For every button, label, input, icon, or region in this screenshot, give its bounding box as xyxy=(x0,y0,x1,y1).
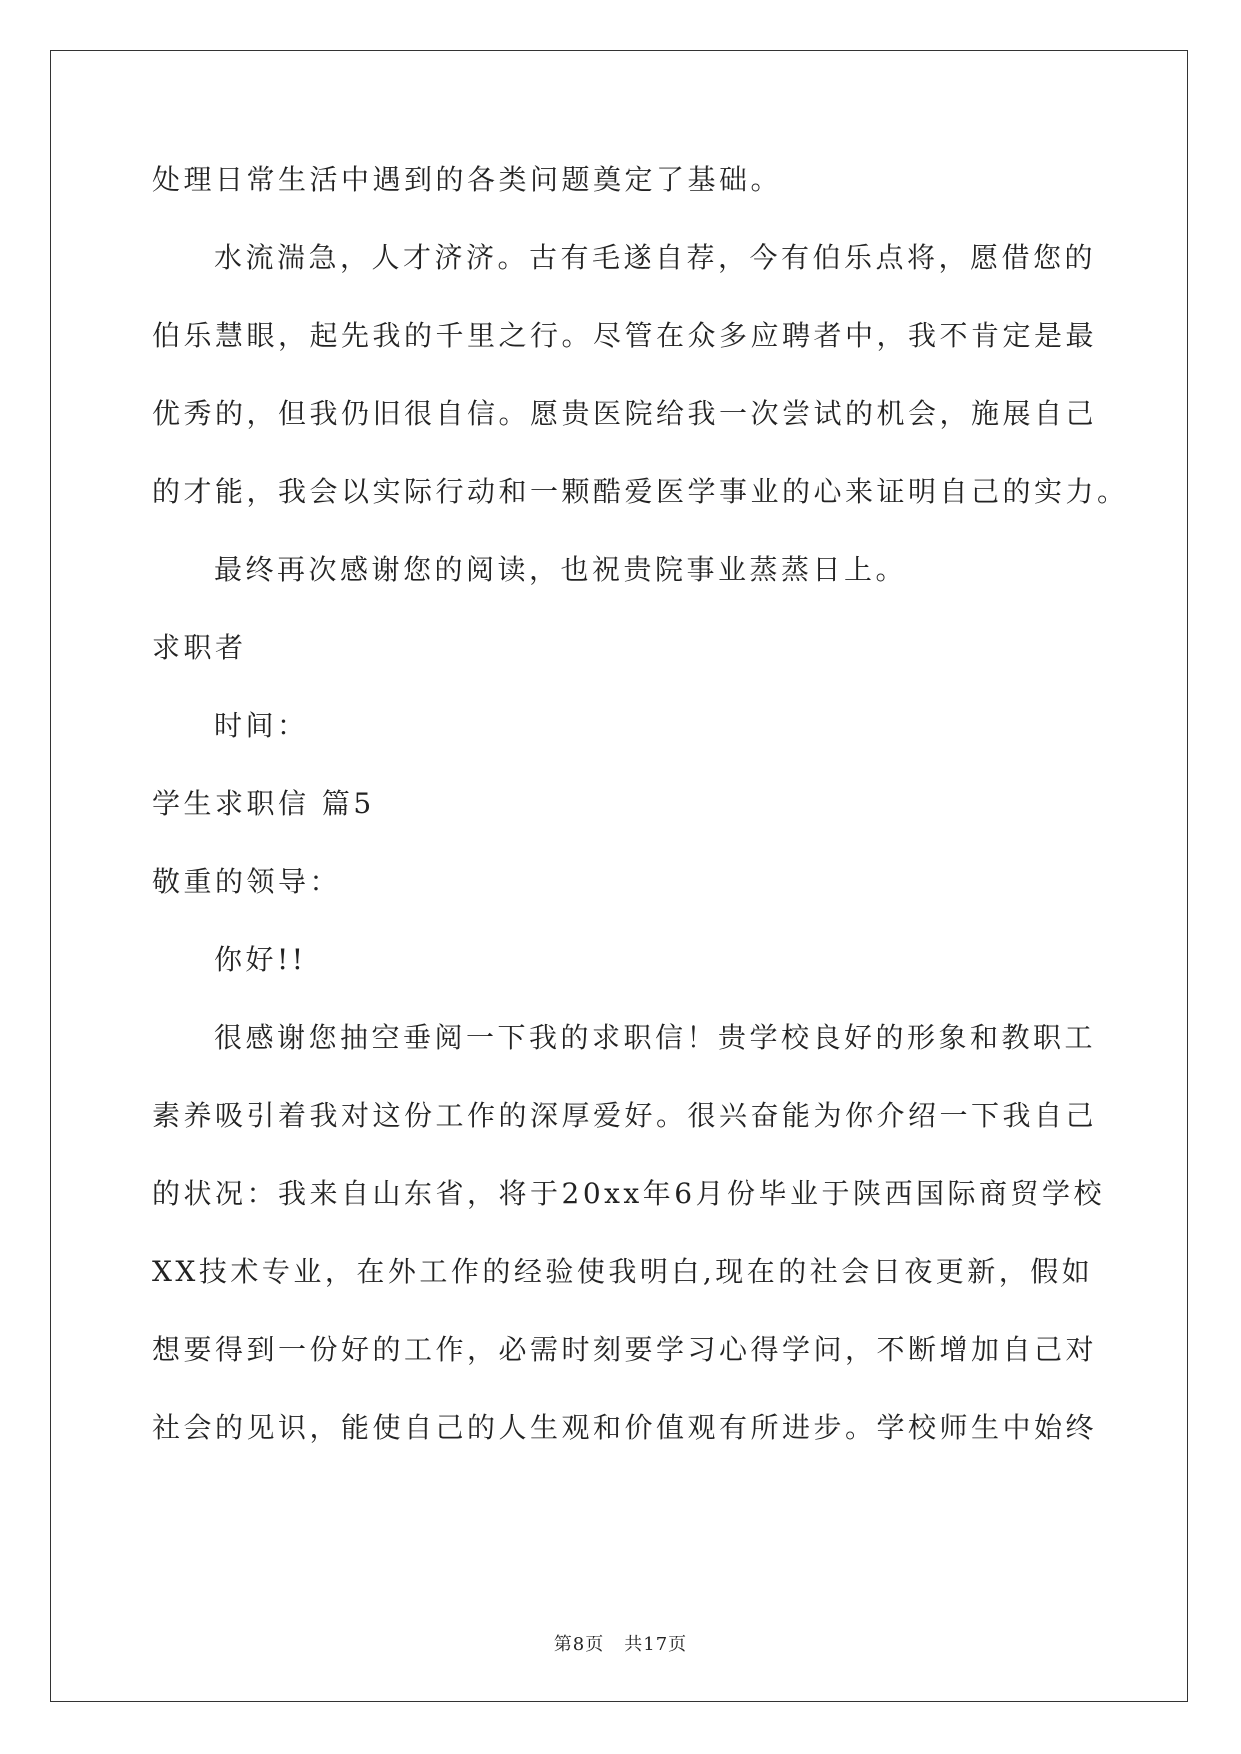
text-line: 很感谢您抽空垂阅一下我的求职信！贵学校良好的形象和教职工 xyxy=(214,1021,1097,1054)
greeting: 你好!! xyxy=(214,943,307,976)
page-footer xyxy=(0,1630,1241,1656)
text-line: 水流湍急，人才济济。古有毛遂自荐，今有伯乐点将，愿借您的 xyxy=(214,241,1097,274)
page-total: 共17页 xyxy=(624,1634,688,1655)
page-number: 第8页 xyxy=(553,1634,605,1655)
salutation: 敬重的领导： xyxy=(152,865,342,898)
signature-label: 求职者 xyxy=(152,631,247,664)
text-line: 素养吸引着我对这份工作的深厚爱好。很兴奋能为你介绍一下我自己 xyxy=(152,1099,1098,1132)
text-line: 处理日常生活中遇到的各类问题奠定了基础。 xyxy=(152,163,783,196)
date-label: 时间： xyxy=(214,709,309,742)
text-line: 社会的见识，能使自己的人生观和价值观有所进步。学校师生中始终 xyxy=(152,1411,1098,1444)
text-line: 最终再次感谢您的阅读，也祝贵院事业蒸蒸日上。 xyxy=(214,553,908,586)
text-line: 的才能，我会以实际行动和一颗酷爱医学事业的心来证明自己的实力。 xyxy=(152,475,1129,508)
text-line: 伯乐慧眼，起先我的千里之行。尽管在众多应聘者中，我不肯定是最 xyxy=(152,319,1098,352)
text-line: XX技术专业，在外工作的经验使我明白,现在的社会日夜更新，假如 xyxy=(152,1255,1094,1288)
text-line: 优秀的，但我仍旧很自信。愿贵医院给我一次尝试的机会，施展自己 xyxy=(152,397,1098,430)
text-line: 的状况：我来自山东省，将于20xx年6月份毕业于陕西国际商贸学校 xyxy=(152,1177,1106,1210)
text-line: 想要得到一份好的工作，必需时刻要学习心得学问，不断增加自己对 xyxy=(152,1333,1098,1366)
section-heading: 学生求职信 篇5 xyxy=(152,787,375,820)
